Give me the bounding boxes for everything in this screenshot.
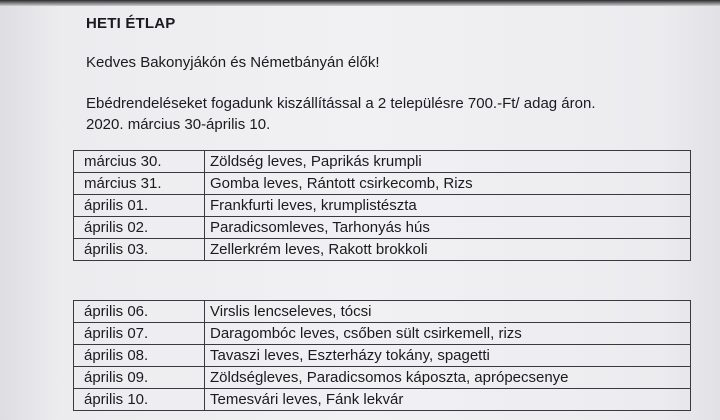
table-row (74, 239, 691, 261)
date-cell: április 06. (74, 301, 205, 323)
dish-cell: Daragombóc leves, csőben sült csirkemell, rizs (205, 323, 691, 345)
date-cell: március 30. (74, 151, 205, 173)
paper-top-edge (0, 0, 720, 6)
greeting-text: Kedves Bakonyjákón és Németbányán élők! (86, 54, 380, 71)
date-cell: április 02. (74, 217, 205, 239)
table-row (74, 389, 691, 411)
dish-cell: Temesvári leves, Fánk lekvár (205, 389, 691, 411)
table-row (74, 345, 691, 367)
dish-cell: Gomba leves, Rántott csirkecomb, Rizs (205, 173, 691, 195)
date-range-line: 2020. március 30-április 10. (86, 116, 271, 133)
date-cell: április 10. (74, 389, 205, 411)
dish-cell: Virslis lencseleves, tócsi (205, 301, 691, 323)
table-row (74, 367, 691, 389)
dish-cell: Zöldségleves, Paradicsomos káposzta, aprópecsenye (205, 367, 691, 389)
date-cell: április 08. (74, 345, 205, 367)
menu-table-week-1 (73, 150, 691, 261)
dish-cell: Zellerkrém leves, Rakott brokkoli (205, 239, 691, 261)
date-cell: április 07. (74, 323, 205, 345)
table-row (74, 217, 691, 239)
menu-table-week-2 (73, 300, 691, 411)
order-notice (86, 93, 596, 135)
dish-cell: Tavaszi leves, Eszterházy tokány, spagetti (205, 345, 691, 367)
date-cell: április 03. (74, 239, 205, 261)
order-notice-line: Ebédrendeléseket fogadunk kiszállítással a 2 településre 700.-Ft/ adag áron. (86, 95, 596, 112)
date-cell: március 31. (74, 173, 205, 195)
table-row (74, 151, 691, 173)
table-row (74, 323, 691, 345)
table-row (74, 173, 691, 195)
table-row (74, 301, 691, 323)
date-cell: április 09. (74, 367, 205, 389)
dish-cell: Zöldség leves, Paprikás krumpli (205, 151, 691, 173)
dish-cell: Frankfurti leves, krumplistészta (205, 195, 691, 217)
page-title: HETI ÉTLAP (86, 15, 176, 32)
table-row (74, 195, 691, 217)
dish-cell: Paradicsomleves, Tarhonyás hús (205, 217, 691, 239)
date-cell: április 01. (74, 195, 205, 217)
